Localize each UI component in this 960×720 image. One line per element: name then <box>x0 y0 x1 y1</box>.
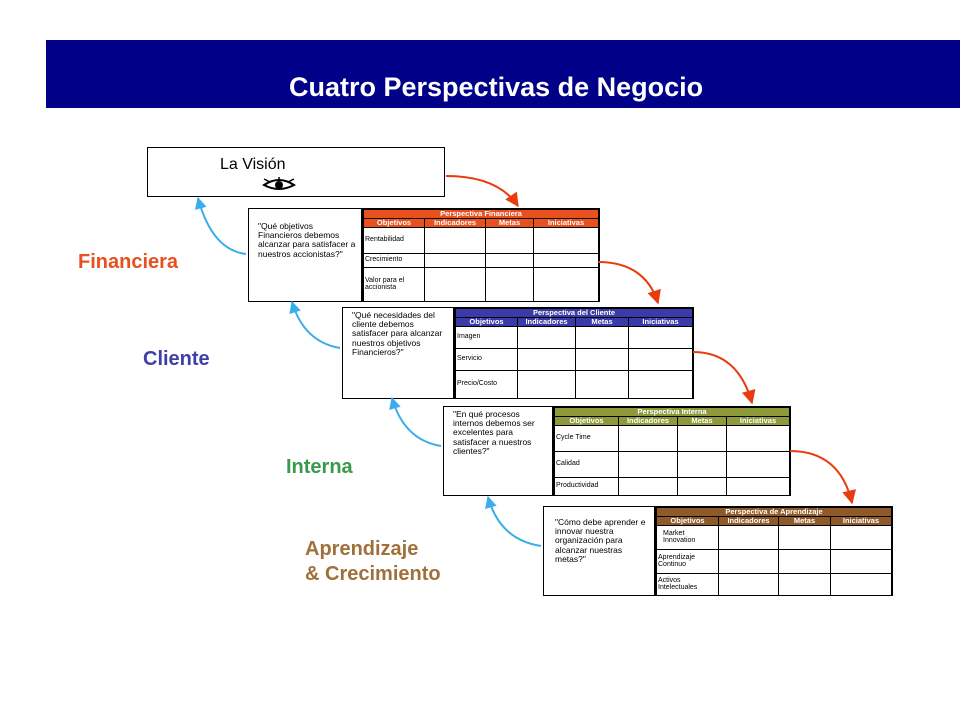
feedback-arrow-cliente <box>292 302 340 348</box>
feedback-arrow-financiera <box>198 198 246 254</box>
table-row-label: Valor para el accionista <box>364 267 425 301</box>
cliente-col-objetivos: Objetivos <box>456 317 518 326</box>
table-row-label: Precio/Costo <box>456 370 518 398</box>
interna-table-title: Perspectiva Interna <box>555 408 790 417</box>
aprendizaje-question: "Cómo debe aprender e innovar nuestra organización para alcanzar nuestras metas?" <box>555 517 646 564</box>
financiera-question: "Qué objetivos Financieros debemos alcanzar para satisfacer a nuestros accionistas?" <box>258 221 356 259</box>
table-row-label: Calidad <box>555 451 619 477</box>
financiera-label: Financiera <box>78 251 179 273</box>
financiera-col-iniciativas: Iniciativas <box>534 218 599 227</box>
table-row-label: Market Innovation <box>657 525 719 549</box>
vision-label: La Visión <box>220 156 286 173</box>
aprendizaje-label-line1: Aprendizaje <box>305 538 419 560</box>
feedback-arrow-interna <box>392 398 441 446</box>
page-title: Cuatro Perspectivas de Negocio <box>289 72 704 102</box>
arrow-financiera-to-cliente <box>598 262 658 303</box>
cliente-col-metas: Metas <box>576 317 629 326</box>
cliente-table-title: Perspectiva del Cliente <box>456 309 693 318</box>
aprendizaje-col-objetivos: Objetivos <box>657 516 719 525</box>
arrow-cliente-to-interna <box>693 352 752 403</box>
table-row-label: Productividad <box>555 477 619 495</box>
table-row-label: Cycle Time <box>555 425 619 451</box>
aprendizaje-col-iniciativas: Iniciativas <box>831 516 892 525</box>
interna-col-indicadores: Indicadores <box>619 416 678 425</box>
cliente-label: Cliente <box>143 348 210 370</box>
interna-question: "En qué procesos internos debemos ser excelentes para satisfacer a nuestros clientes?" <box>453 409 535 456</box>
interna-col-metas: Metas <box>678 416 727 425</box>
feedback-arrow-aprendizaje <box>488 497 541 546</box>
interna-label: Interna <box>286 456 353 478</box>
table-row-label: Imagen <box>456 326 518 348</box>
cliente-col-indicadores: Indicadores <box>518 317 576 326</box>
interna-col-iniciativas: Iniciativas <box>727 416 790 425</box>
aprendizaje-label-line2: & Crecimiento <box>305 563 441 585</box>
aprendizaje-col-metas: Metas <box>779 516 831 525</box>
interna-col-objetivos: Objetivos <box>555 416 619 425</box>
financiera-col-objetivos: Objetivos <box>364 218 425 227</box>
cliente-question: "Qué necesidades del cliente debemos satisfacer para alcanzar nuestros objetivos Financieros?" <box>352 310 443 357</box>
financiera-table-title: Perspectiva Financiera <box>364 210 599 219</box>
table-row-label: Aprendizaje Continuo <box>657 549 719 573</box>
aprendizaje-col-indicadores: Indicadores <box>719 516 779 525</box>
financiera-col-indicadores: Indicadores <box>425 218 486 227</box>
financiera-col-metas: Metas <box>486 218 534 227</box>
table-row-label: Rentabilidad <box>364 227 425 253</box>
table-row-label: Activos Intelectuales <box>657 573 719 595</box>
arrow-interna-to-aprendizaje <box>790 451 852 503</box>
arrow-vision-to-financiera <box>446 176 518 206</box>
aprendizaje-table-title: Perspectiva de Aprendizaje <box>657 508 892 517</box>
table-row-label: Crecimiento <box>364 253 425 267</box>
cliente-col-iniciativas: Iniciativas <box>629 317 693 326</box>
table-row-label: Servicio <box>456 348 518 370</box>
